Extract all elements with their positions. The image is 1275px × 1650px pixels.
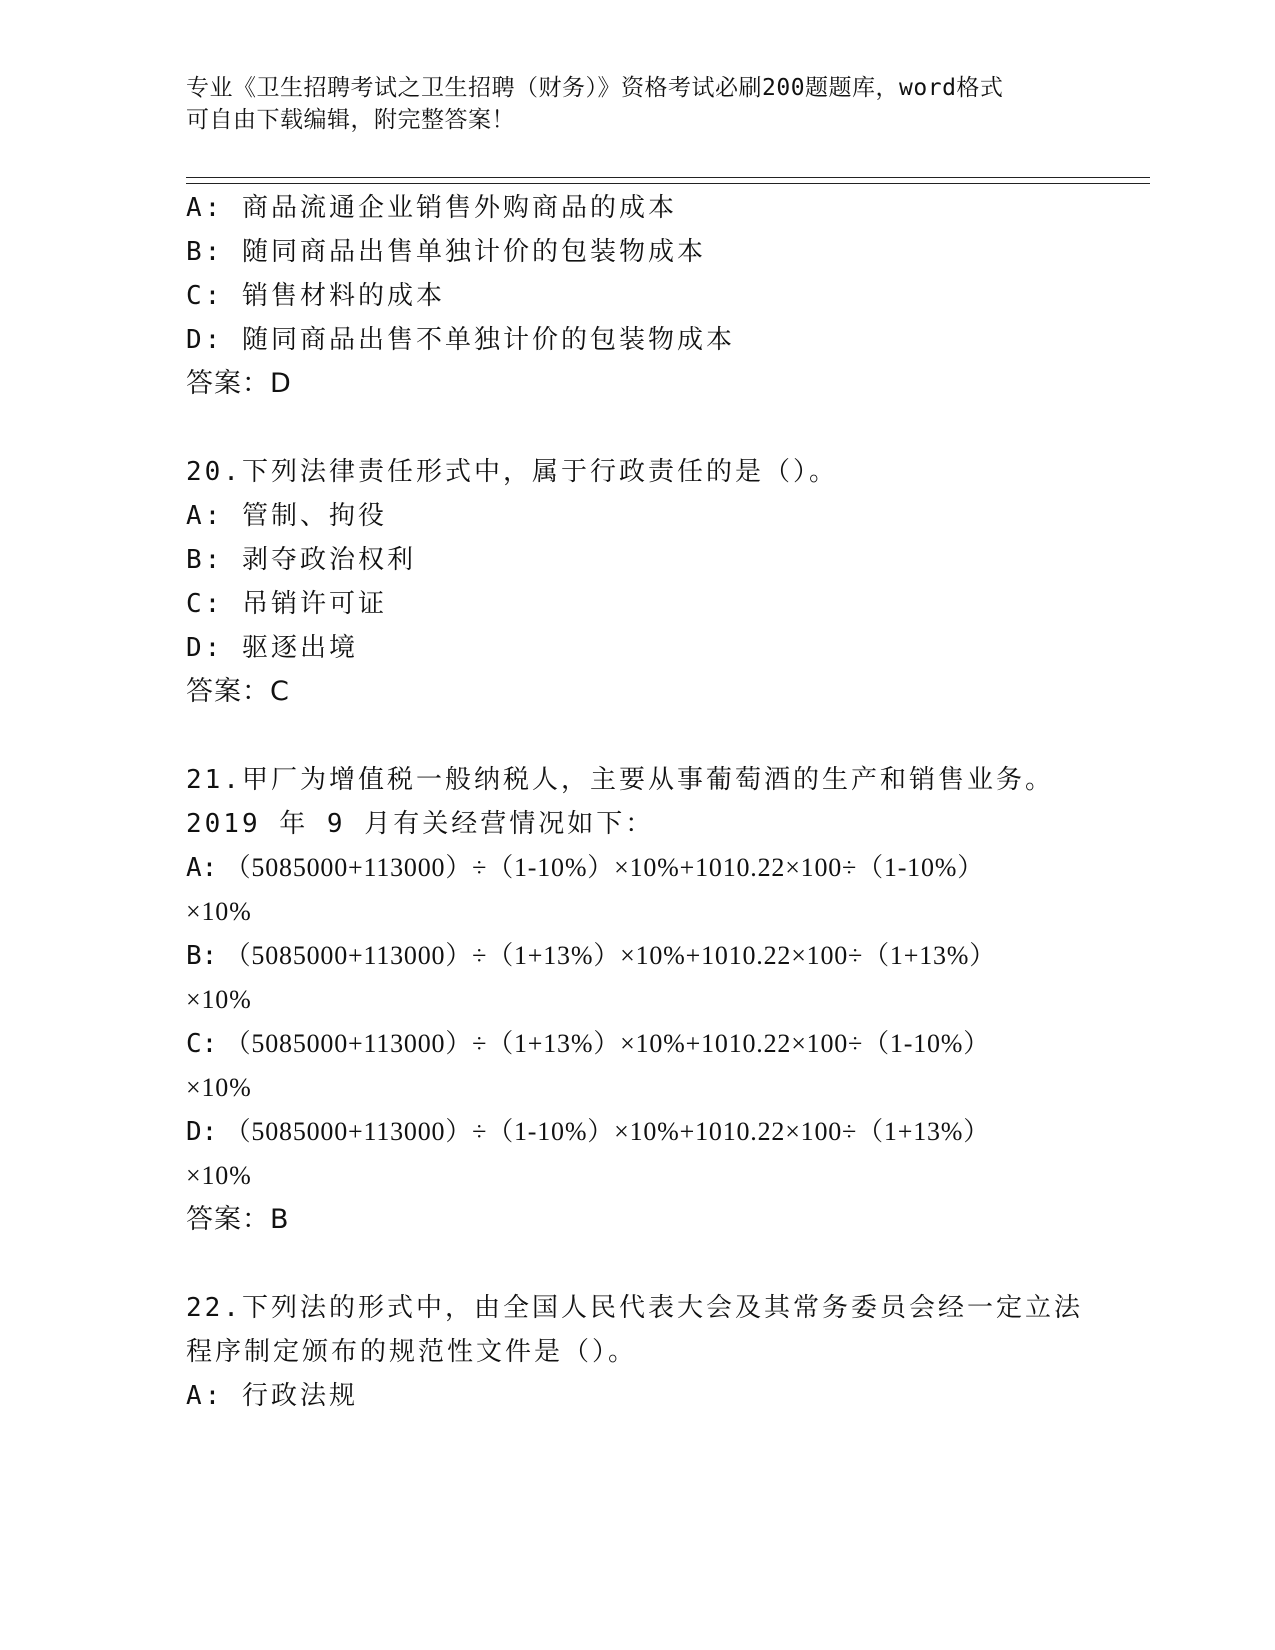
q19-option-c: C: 销售材料的成本 [186, 281, 445, 311]
q21-option-d-cont: ×10% [186, 1161, 252, 1190]
q19-answer: 答案：D [186, 368, 292, 399]
header-divider-bottom [186, 183, 1150, 184]
q21-option-a-label: A: [186, 853, 218, 883]
q21-option-c-formula: （5085000+113000）÷（1+13%）×10%+1010.22×100÷（1-10%） [224, 1029, 991, 1058]
q21-option-c-label: C: [186, 1029, 218, 1059]
q19-option-a: A: 商品流通企业销售外购商品的成本 [186, 193, 677, 223]
q21-option-b-label: B: [186, 941, 218, 971]
q22-option-a: A: 行政法规 [186, 1381, 358, 1411]
q21-option-d-label: D: [186, 1117, 218, 1147]
q19-option-b: B: 随同商品出售单独计价的包装物成本 [186, 237, 706, 267]
q22-stem-line-2: 程序制定颁布的规范性文件是（）。 [186, 1337, 638, 1367]
q21-option-b [186, 940, 996, 972]
q21-option-a-formula: （5085000+113000）÷（1-10%）×10%+1010.22×100÷（1-10%） [224, 853, 985, 882]
q21-answer: 答案：B [186, 1204, 290, 1235]
q21-stem-line-1: 21.甲厂为增值税一般纳税人，主要从事葡萄酒的生产和销售业务。 [186, 765, 1054, 795]
q21-option-c [186, 1028, 990, 1060]
q19-option-d: D: 随同商品出售不单独计价的包装物成本 [186, 325, 735, 355]
q20-answer: 答案：C [186, 676, 290, 707]
q20-option-a: A: 管制、拘役 [186, 501, 387, 531]
q20-stem: 20.下列法律责任形式中，属于行政责任的是（）。 [186, 457, 838, 487]
header-line-1: 专业《卫生招聘考试之卫生招聘（财务）》资格考试必刷200题题库，word格式 [186, 75, 1004, 101]
q21-option-a [186, 852, 984, 884]
q21-option-b-formula: （5085000+113000）÷（1+13%）×10%+1010.22×100÷（1+13%） [224, 941, 997, 970]
header-divider-top [186, 177, 1150, 178]
document-header [186, 72, 1086, 136]
q21-option-d [186, 1116, 990, 1148]
q21-option-a-cont: ×10% [186, 897, 252, 926]
q22-stem-line-1: 22.下列法的形式中，由全国人民代表大会及其常务委员会经一定立法 [186, 1293, 1083, 1323]
q20-option-b: B: 剥夺政治权利 [186, 545, 416, 575]
q20-option-d: D: 驱逐出境 [186, 633, 358, 663]
q21-option-c-cont: ×10% [186, 1073, 252, 1102]
q21-option-d-formula: （5085000+113000）÷（1-10%）×10%+1010.22×100÷（1+13%） [224, 1117, 991, 1146]
header-line-2: 可自由下载编辑，附完整答案！ [186, 107, 515, 133]
q20-option-c: C: 吊销许可证 [186, 589, 387, 619]
q21-option-b-cont: ×10% [186, 985, 252, 1014]
q21-stem-line-2: 2019 年 9 月有关经营情况如下： [186, 809, 655, 839]
